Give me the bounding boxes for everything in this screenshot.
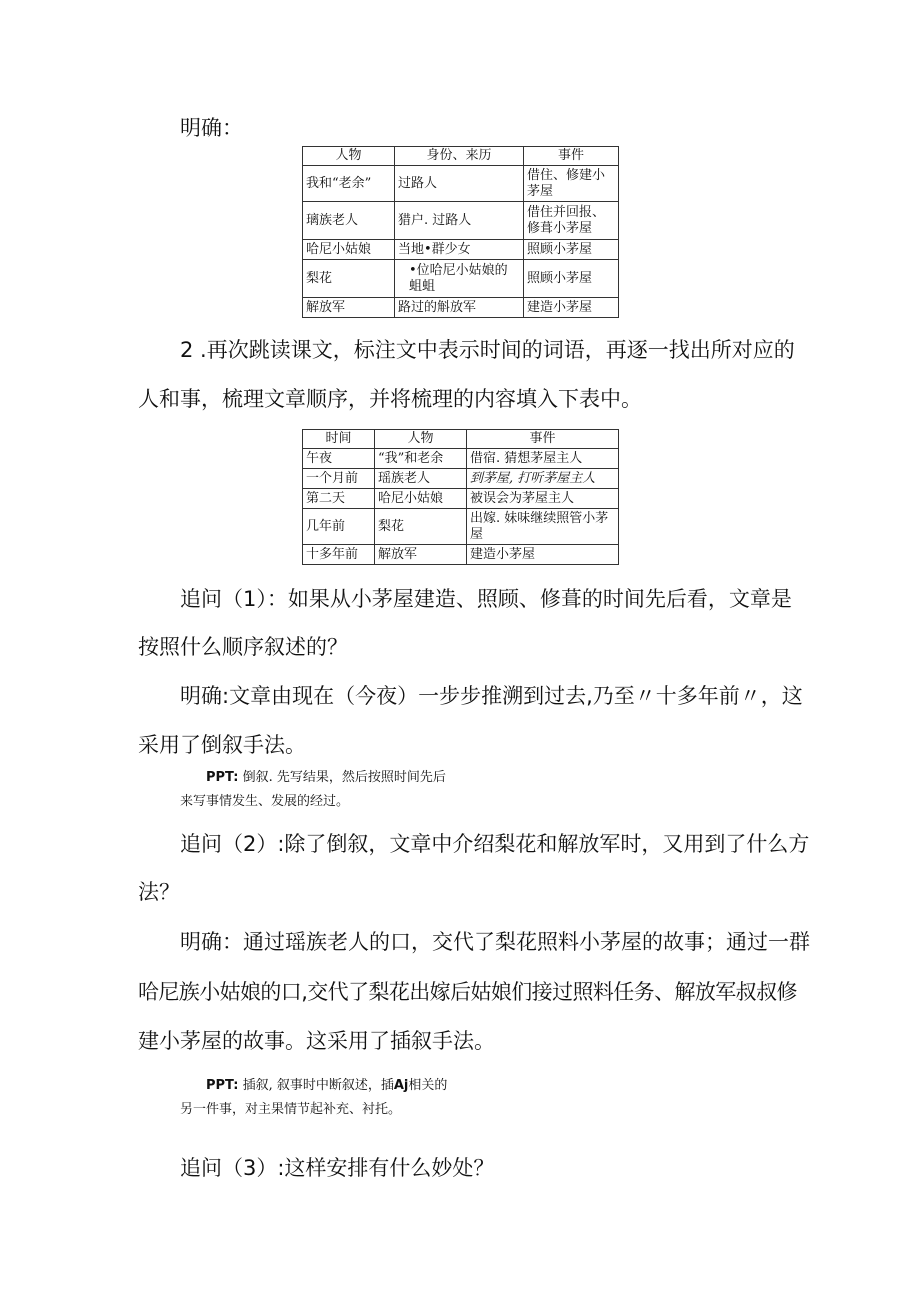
ppt-note-1: [206, 769, 446, 787]
timeline-table: [302, 429, 619, 565]
table-cell: 借宿. 猜想茅屋主人: [467, 449, 619, 469]
table-cell: 我和“老余”: [303, 166, 395, 202]
table-cell: 解放军: [303, 298, 395, 318]
table-cell: 被误会为茅屋主人: [467, 489, 619, 509]
heading-clarify: 明确：: [180, 116, 243, 140]
table-cell: 第二天: [303, 489, 375, 509]
table-cell: 照顾小茅屋: [524, 240, 619, 260]
table-cell: 梨花: [303, 260, 395, 298]
ppt-label: PPT:: [206, 1078, 239, 1093]
answer-2-line-2: 哈尼族小姑娘的口,交代了梨花出嫁后姑娘们接过照料任务、解放军叔叔修: [138, 980, 797, 1004]
ppt-note-text: 倒叙. 先写结果，然后按照时间先后: [242, 770, 446, 785]
table-cell: 借住并回报、修葺小茅屋: [524, 202, 619, 240]
table-cell: 到茅屋, 打听茅屋主人: [467, 469, 619, 489]
table-cell: 哈尼小姑娘: [303, 240, 395, 260]
table-cell: 建造小茅屋: [524, 298, 619, 318]
table-cell: 哈尼小姑娘: [375, 489, 467, 509]
ppt-label: PPT:: [206, 770, 239, 785]
answer-2-line-1: 明确：通过瑶族老人的口，交代了梨花照料小茅屋的故事；通过一群: [180, 930, 810, 954]
table-cell: 解放军: [375, 545, 467, 565]
ppt-note-text: 相关的: [408, 1078, 448, 1093]
table-cell: 照顾小茅屋: [524, 260, 619, 298]
table-cell: 瑶族老人: [375, 469, 467, 489]
header-cell: 时间: [303, 430, 375, 449]
table-row: [303, 202, 619, 240]
answer-2-line-3: 建小茅屋的故事。这采用了插叙手法。: [138, 1029, 495, 1053]
table-cell: 十多年前: [303, 545, 375, 565]
table-row: [303, 166, 619, 202]
table-cell: •位哈尼小姑娘的蛆蛆: [395, 260, 524, 298]
header-cell: 身份、来历: [395, 147, 524, 166]
table-cell: 借住、修建小茅屋: [524, 166, 619, 202]
table-cell: 建造小茅屋: [467, 545, 619, 565]
table-row: [303, 469, 619, 489]
table-cell: 过路人: [395, 166, 524, 202]
table-cell: “我”和老余: [375, 449, 467, 469]
table-cell: 一个月前: [303, 469, 375, 489]
table-cell: 璃族老人: [303, 202, 395, 240]
table-row: [303, 509, 619, 545]
followup-2-line-2: 法？: [138, 880, 180, 904]
followup-2-line-1: 追问（2）:除了倒叙，文章中介绍梨花和解放军时，又用到了什么方: [180, 832, 810, 856]
header-cell: 人物: [303, 147, 395, 166]
followup-1-line-1: 追问（1）：如果从小茅屋建造、照顾、修葺的时间先后看，文章是: [180, 587, 792, 611]
ppt-note-2: [206, 1077, 447, 1095]
ppt-note-2-line-2: 另一件事，对主果情节起补充、衬托。: [180, 1102, 402, 1117]
table-cell: 几年前: [303, 509, 375, 545]
ppt-note-1-line-2: 来写事情发生、发展的经过。: [180, 794, 350, 809]
ppt-note-latin: Aj: [393, 1078, 409, 1093]
table-row: [303, 260, 619, 298]
table-cell: 当地•群少女: [395, 240, 524, 260]
answer-1-line-1: 明确:文章由现在（今夜）一步步推溯到过去,乃至〃十多年前〃，这: [180, 684, 803, 708]
header-cell: 人物: [375, 430, 467, 449]
table-header-row: [303, 430, 619, 449]
header-cell: 事件: [467, 430, 619, 449]
question-2-line-1: 2 .再次跳读课文，标注文中表示时间的词语，再逐一找出所对应的: [180, 338, 795, 362]
table-header-row: [303, 147, 619, 166]
table-row: [303, 489, 619, 509]
question-2-line-2: 人和事，梳理文章顺序，并将梳理的内容填入下表中。: [138, 387, 642, 411]
characters-table: [302, 146, 619, 318]
followup-1-line-2: 按照什么顺序叙述的？: [138, 635, 348, 659]
table-cell: 出嫁. 妹味继续照管小茅屋: [467, 509, 619, 545]
table-cell: 梨花: [375, 509, 467, 545]
table-row: [303, 449, 619, 469]
table-row: [303, 240, 619, 260]
table-row: [303, 545, 619, 565]
table-cell: 午夜: [303, 449, 375, 469]
table-cell: 猎户. 过路人: [395, 202, 524, 240]
header-cell: 事件: [524, 147, 619, 166]
table-row: [303, 298, 619, 318]
answer-1-line-2: 采用了倒叙手法。: [138, 733, 306, 757]
followup-3: 追问（3）:这样安排有什么妙处？: [180, 1156, 495, 1180]
ppt-note-text: 插叙, 叙事时中断叙述，插: [242, 1078, 394, 1093]
table-cell: 路过的斛放军: [395, 298, 524, 318]
